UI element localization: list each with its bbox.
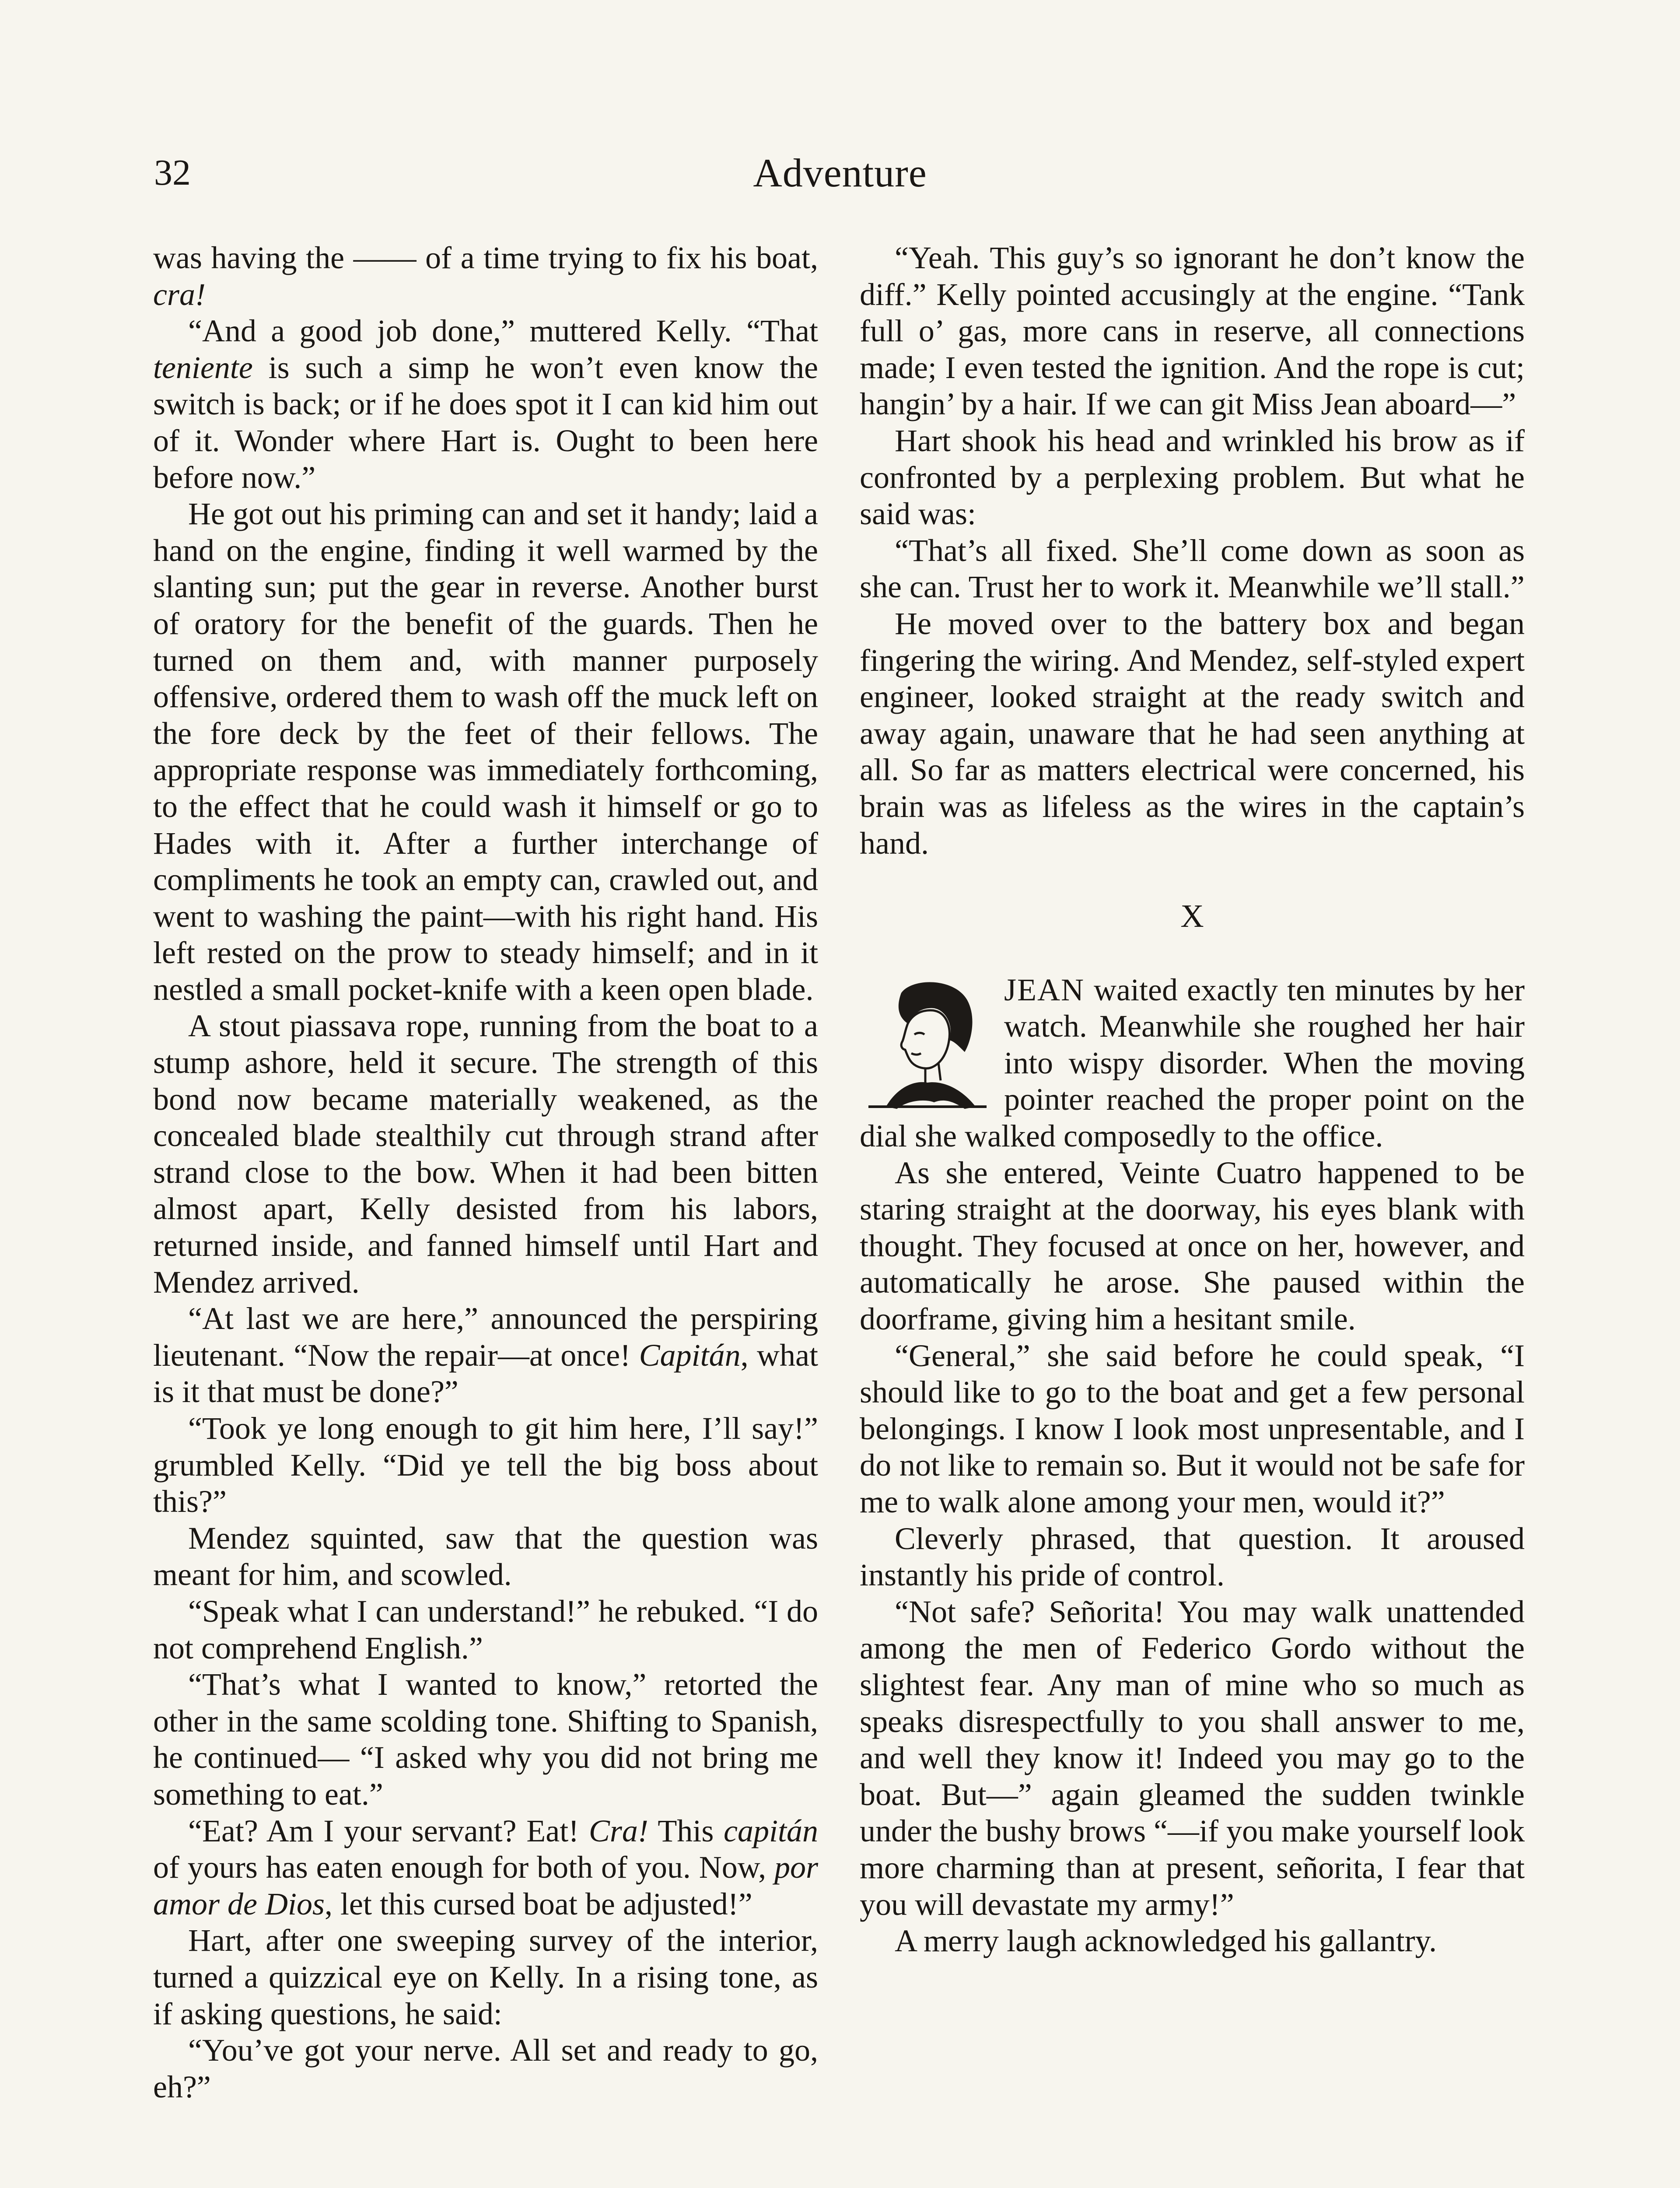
text-span: was having the —— of a time trying to fix his boat, xyxy=(153,240,818,275)
section-heading: X xyxy=(1180,898,1204,935)
chapter-opening xyxy=(860,972,1525,1155)
text-span: “At last we are here,” announced the perspiring lieutenant. “Now the repair—at once! xyxy=(153,1301,818,1373)
italic-span: Cra! xyxy=(588,1813,648,1848)
paragraph: Mendez squinted, saw that the question was meant for him, and scowled. xyxy=(153,1520,818,1592)
italic-span: Capitán xyxy=(639,1337,741,1373)
right-column xyxy=(860,240,1525,1960)
text-span: waited exactly ten minutes by her watch. Meanwhile she roughed her hair into wispy disorder. When the moving pointer reached the proper point on the dial she walked composedly to the office. xyxy=(860,972,1525,1154)
paragraph: “Speak what I can understand!” he rebuked. “I do not comprehend English.” xyxy=(153,1593,818,1666)
italic-span: teniente xyxy=(153,350,253,385)
magazine-title: Adventure xyxy=(753,151,927,195)
paragraph: “Yeah. This guy’s so ignorant he don’t know the diff.” Kelly pointed accusingly at the engine. “Tank full o’ gas, more cans in reserve, all connections made; I even tested the ignition. And the rope is cut; hangin’ by a hair. If we can git Miss Jean aboard—” xyxy=(860,240,1525,422)
paragraph xyxy=(153,240,818,313)
text-span: This xyxy=(648,1813,724,1848)
italic-span: cra! xyxy=(153,277,206,312)
lead-word: JEAN xyxy=(1004,972,1085,1007)
italic-span: capitán xyxy=(724,1813,819,1848)
paragraph: “That’s what I wanted to know,” retorted the other in the same scolding tone. Shifting to Spanish, he continued— “I asked why you did not bring me something to eat.” xyxy=(153,1667,818,1812)
paragraph: Cleverly phrased, that question. It aroused instantly his pride of control. xyxy=(860,1521,1525,1593)
paragraph: “General,” she said before he could speak, “I should like to go to the boat and get a few personal belongings. I know I look most unpresentable, and I do not like to remain so. But it would not be safe for me to walk alone among your men, would it?” xyxy=(860,1338,1525,1519)
left-column xyxy=(153,240,818,2105)
woman-portrait-icon xyxy=(860,975,991,1115)
paragraph: “You’ve got your nerve. All set and ready to go, eh?” xyxy=(153,2033,818,2104)
text-span: “Eat? Am I your servant? Eat! xyxy=(188,1813,589,1848)
page-header xyxy=(149,144,1531,201)
paragraph: “That’s all fixed. She’ll come down as soon as she can. Trust her to work it. Meanwhile we’ll stall.” xyxy=(860,533,1525,605)
paragraph: A stout piassava rope, running from the boat to a stump ashore, held it secure. The strength of this bond now became materially weakened, as the concealed blade stealthily cut through strand after strand close to the bow. When it had been bitten almost apart, Kelly desisted from his labors, returned inside, and fanned himself until Hart and Mendez arrived. xyxy=(153,1008,818,1300)
paragraph: A merry laugh acknowledged his gallantry. xyxy=(895,1923,1437,1959)
paragraph: “Took ye long enough to git him here, I’ll say!” grumbled Kelly. “Did ye tell the big boss about this?” xyxy=(153,1411,818,1519)
italic-span: por amor de Dios xyxy=(153,1850,818,1922)
page-number: 32 xyxy=(154,152,191,193)
text-span: , let this cursed boat be adjusted!” xyxy=(325,1886,752,1922)
paragraph: Hart, after one sweeping survey of the interior, turned a quizzical eye on Kelly. In a rising tone, as if asking questions, he said: xyxy=(153,1923,818,2031)
paragraph: Hart shook his head and wrinkled his brow as if confronted by a perplexing problem. But what he said was: xyxy=(860,423,1525,532)
paragraph: “Not safe? Señorita! You may walk unattended among the men of Federico Gordo without the slightest fear. Any man of mine who so much as speaks disrespectfully to you shall answer to me, and well they know it! Indeed you may go to the boat. But—” again gleamed the sudden twinkle under the bushy brows “—if you make yourself look more charming than at present, señorita, I fear that you will devastate my army!” xyxy=(860,1594,1525,1922)
paragraph: As she entered, Veinte Cuatro happened to be staring straight at the doorway, his eyes blank with thought. They focused at once on her, however, and automatically he arose. She paused within the doorframe, giving him a hesitant smile. xyxy=(860,1155,1525,1337)
text-span: of yours has eaten enough for both of you. Now, xyxy=(153,1850,774,1885)
paragraph: He got out his priming can and set it handy; laid a hand on the engine, finding it well warmed by the slanting sun; put the gear in reverse. Another burst of oratory for the benefit of the guards. Then he turned on them and, with manner purposely offensive, ordered them to wash off the muck left on the fore deck by the feet of their fellows. The appropriate response was immediately forthcoming, to the effect that he could wash it himself or go to Hades with it. After a further interchange of compliments he took an empty can, crawled out, and went to washing the paint—with his right hand. His left rested on the prow to steady himself; and in it nestled a small pocket-knife with a keen open blade. xyxy=(153,496,818,1007)
text-span: is such a simp he won’t even know the switch is back; or if he does spot it I can kid him out of it. Wonder where Hart is. Ought to been here before now.” xyxy=(153,350,818,495)
paragraph xyxy=(153,313,818,496)
text-span: “And a good job done,” muttered Kelly. “That xyxy=(188,313,818,349)
paragraph xyxy=(153,1813,818,1923)
text-span: , what is it that must be done?” xyxy=(153,1337,818,1410)
paragraph: He moved over to the battery box and began fingering the wiring. And Mendez, self-styled expert engineer, looked straight at the ready switch and away again, unaware that he had seen anything at all. So far as matters electrical were concerned, his brain was as lifeless as the wires in the captain’s hand. xyxy=(860,606,1525,861)
paragraph xyxy=(153,1301,818,1410)
